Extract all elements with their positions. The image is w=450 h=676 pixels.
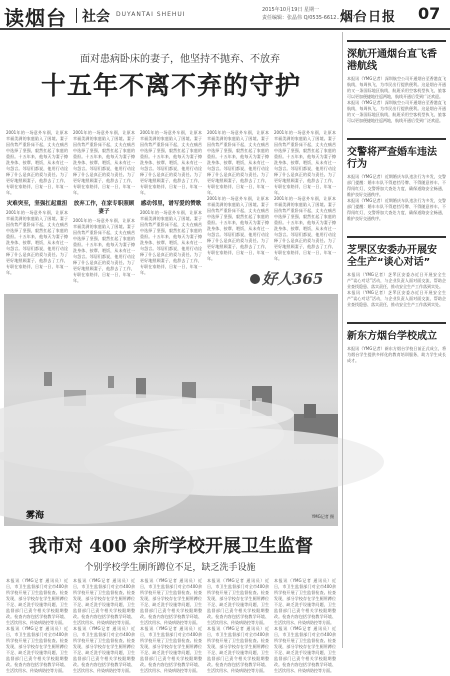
issue-date: 2015年10月19日 星期一 (262, 7, 320, 13)
article-column: 2001年的一场意外车祸，让原本幸福美满的家庭陷入了困境。妻子因伤势严重卧床不起，丈夫在痛苦中选择了坚强，毅然扛起了家庭的重担。十五年来，他每天为妻子擦洗身体、按摩、喂饭，从未有过一句怨言。邻居们都说，他用行动诠释了什么是真正的爱与责任。为了更好地照顾妻子，他辞去了工作，专职在家陪伴，日复一日，年复一年。 2001年的一场意外车祸，让原本幸福美满的家庭陷入了困境。妻子因伤势严重卧床不起，丈夫在痛苦中选择了坚强，毅然扛起了家庭的重担。十五年来，他每天为妻子擦洗身体、按摩、喂饭，从未有过一句怨言。邻居们都说，他用行动诠释了什么是真正的爱与责任。为了更好地照顾妻子，他辞去了工作，专职在家陪伴，日复一日，年复一年。 (207, 130, 269, 261)
sidebar-story-title: 芝罘区安委办开展安全生产“谈心对话” (347, 245, 437, 268)
fog-photo (4, 294, 338, 526)
lead-headline: 十五年不离不弃的守护 (40, 71, 301, 100)
article-column: 2001年的一场意外车祸，让原本幸福美满的家庭陷入了困境。妻子因伤势严重卧床不起，丈夫在痛苦中选择了坚强，毅然扛起了家庭的重担。十五年来，他每天为妻子擦洗身体、按摩、喂饭，从未有过一句怨言。邻居们都说，他用行动诠释了什么是真正的爱与责任。为了更好地照顾妻子，他辞去了工作，专职在家陪伴，日复一日，年复一年。 放弃工作，在家专职照顾妻子 2001年的一场意外车祸，让原本幸福美满的家庭陷入了困境。妻子因伤势严重卧床不起，丈夫在痛苦中选择了坚强，毅然扛起了家庭的重担。十五年来，他每天为妻子擦洗身体、按摩、喂饭，从未有过一句怨言。邻居们都说，他用行动诠释了什么是真正的爱与责任。为了更好地照顾妻子，他辞去了工作，专职在家陪伴，日复一日，年复一年。 (73, 130, 135, 283)
newspaper-logo: 烟台日报 (340, 10, 397, 25)
sidebar-story-title: 深航开通烟台直飞香港航线 (347, 49, 437, 72)
article-column: 本报讯（YMG记者 通讯员）近日，市卫生监督部门对全市400余所学校开展了卫生监督检查。检查发现，部分学校存在学生厕所蹲位不足、缺乏洗手设施等问题，卫生监督部门已责令相关学校限期整改。检查内容包括学校教学环境、生活饮用水、传染病防控等方面。 本报讯（YMG记者 通讯员）近日，市卫生监督部门对全市400余所学校开展了卫生监督检查。检查发现，部分学校存在学生厕所蹲位不足、缺乏洗手设施等问题，卫生监督部门已责令相关学校限期整改。检查内容包括学校教学环境、生活饮用水、传染病防控等方面。 (207, 578, 269, 673)
article-column: 本报讯（YMG记者 通讯员）近日，市卫生监督部门对全市400余所学校开展了卫生监督检查。检查发现，部分学校存在学生厕所蹲位不足、缺乏洗手设施等问题，卫生监督部门已责令相关学校限期整改。检查内容包括学校教学环境、生活饮用水、传染病防控等方面。 本报讯（YMG记者 通讯员）近日，市卫生监督部门对全市400余所学校开展了卫生监督检查。检查发现，部分学校存在学生厕所蹲位不足、缺乏洗手设施等问题，卫生监督部门已责令相关学校限期整改。检查内容包括学校教学环境、生活饮用水、传染病防控等方面。 (140, 578, 202, 673)
sidebar-story: 新东方烟台学校成立 本报讯（YMG记者）新东方烟台学校日前正式成立，将为烟台学生提供多样化的教育培训服务，助力学生成长成才。 (347, 322, 446, 364)
bottom-headline: 我市对 400 余所学校开展卫生监督 (28, 536, 314, 557)
masthead (0, 0, 450, 30)
sidebar-story-title: 新东方烟台学校成立 (347, 331, 437, 342)
section-pinyin: DUYANTAI SHEHUI (116, 11, 186, 18)
article-column: 2001年的一场意外车祸，让原本幸福美满的家庭陷入了困境。妻子因伤势严重卧床不起，丈夫在痛苦中选择了坚强，毅然扛起了家庭的重担。十五年来，他每天为妻子擦洗身体、按摩、喂饭，从未有过一句怨言。邻居们都说，他用行动诠释了什么是真正的爱与责任。为了更好地照顾妻子，他辞去了工作，专职在家陪伴，日复一日，年复一年。 感动邻里，谱写爱的赞歌 2001年的一场意外车祸，让原本幸福美满的家庭陷入了困境。妻子因伤势严重卧床不起，丈夫在痛苦中选择了坚强，毅然扛起了家庭的重担。十五年来，他每天为妻子擦洗身体、按摩、喂饭，从未有过一句怨言。邻居们都说，他用行动诠释了什么是真正的爱与责任。为了更好地照顾妻子，他辞去了工作，专职在家陪伴，日复一日，年复一年。 (140, 130, 202, 275)
section-subtitle: 社会 (82, 9, 110, 25)
bottom-subtitle: 个别学校学生厕所蹲位不足，缺乏洗手设施 (84, 563, 256, 573)
brand-icon (250, 274, 260, 284)
article-column: 本报讯（YMG记者 通讯员）近日，市卫生监督部门对全市400余所学校开展了卫生监督检查。检查发现，部分学校存在学生厕所蹲位不足、缺乏洗手设施等问题，卫生监督部门已责令相关学校限期整改。检查内容包括学校教学环境、生活饮用水、传染病防控等方面。 本报讯（YMG记者 通讯员）近日，市卫生监督部门对全市400余所学校开展了卫生监督检查。检查发现，部分学校存在学生厕所蹲位不足、缺乏洗手设施等问题，卫生监督部门已责令相关学校限期整改。检查内容包括学校教学环境、生活饮用水、传染病防控等方面。 (6, 578, 68, 673)
divider (76, 8, 77, 23)
sidebar-story: 芝罘区安委办开展安全生产“谈心对话” 本报讯（YMG记者）芝罘区安委办近日开展安全生产“谈心对话”活动，与企业负责人面对面交流，帮助企业查找隐患、落实责任，推动安全生产工作落到实处。 本报讯（YMG记者）芝罘区安委办近日开展安全生产“谈心对话”活动，与企业负责人面对面交流，帮助企业查找隐患、落实责任，推动安全生产工作落到实处。 (347, 236, 446, 308)
sidebar-story: 深航开通烟台直飞香港航线 本报讯（YMG记者）深圳航空公司开通烟台至香港直飞航线，每周执飞，为市民出行提供便利。这是烟台开通的又一条国际地区航线，航班采用空客机型执飞，旅客可以更加便捷地往返两地，航线开通后受到广泛欢迎。 本报讯（YMG记者）深圳航空公司开通烟台至香港直飞航线，每周执飞，为市民出行提供便利。这是烟台开通的又一条国际地区航线，航班采用空客机型执飞，旅客可以更加便捷地往返两地，航线开通后受到广泛欢迎。 (347, 40, 446, 124)
article-subhead: 灾难突至，坚强扛起重担 (6, 201, 68, 207)
article-column: 本报讯（YMG记者 通讯员）近日，市卫生监督部门对全市400余所学校开展了卫生监督检查。检查发现，部分学校存在学生厕所蹲位不足、缺乏洗手设施等问题，卫生监督部门已责令相关学校限期整改。检查内容包括学校教学环境、生活饮用水、传染病防控等方面。 本报讯（YMG记者 通讯员）近日，市卫生监督部门对全市400余所学校开展了卫生监督检查。检查发现，部分学校存在学生厕所蹲位不足、缺乏洗手设施等问题，卫生监督部门已责令相关学校限期整改。检查内容包括学校教学环境、生活饮用水、传染病防控等方面。 (73, 578, 135, 673)
lead-article (6, 130, 336, 288)
sidebar (342, 32, 450, 648)
article-column: 本报讯（YMG记者 通讯员）近日，市卫生监督部门对全市400余所学校开展了卫生监督检查。检查发现，部分学校存在学生厕所蹲位不足、缺乏洗手设施等问题，卫生监督部门已责令相关学校限期整改。检查内容包括学校教学环境、生活饮用水、传染病防控等方面。 本报讯（YMG记者 通讯员）近日，市卫生监督部门对全市400余所学校开展了卫生监督检查。检查发现，部分学校存在学生厕所蹲位不足、缺乏洗手设施等问题，卫生监督部门已责令相关学校限期整改。检查内容包括学校教学环境、生活饮用水、传染病防控等方面。 (274, 578, 336, 673)
page-number: 07 (418, 4, 441, 23)
bottom-article (6, 578, 336, 676)
main-column (0, 32, 342, 673)
section-title: 读烟台 (4, 6, 67, 30)
photo-credit: YMG记者 摄 (311, 514, 334, 519)
editor-info: 责任编辑：张晶伟 Q/0535-6612... 1697... (262, 15, 361, 21)
sidebar-story: 交警将严查婚车违法行为 本报讯（YMG记者）近期婚庆车队违法行为多发，交警部门提醒：婚车车队不得遮挡号牌、不得随意停车、不得闯红灯，交警将加大查处力度，确保道路安全畅通，维护良好交通秩序。 本报讯（YMG记者）近期婚庆车队违法行为多发，交警部门提醒：婚车车队不得遮挡号牌、不得随意停车、不得闯红灯，交警将加大查处力度，确保道路安全畅通，维护良好交通秩序。 (347, 138, 446, 222)
article-column: 2001年的一场意外车祸，让原本幸福美满的家庭陷入了困境。妻子因伤势严重卧床不起，丈夫在痛苦中选择了坚强，毅然扛起了家庭的重担。十五年来，他每天为妻子擦洗身体、按摩、喂饭，从未有过一句怨言。邻居们都说，他用行动诠释了什么是真正的爱与责任。为了更好地照顾妻子，他辞去了工作，专职在家陪伴，日复一日，年复一年。 灾难突至，坚强扛起重担 2001年的一场意外车祸，让原本幸福美满的家庭陷入了困境。妻子因伤势严重卧床不起，丈夫在痛苦中选择了坚强，毅然扛起了家庭的重担。十五年来，他每天为妻子擦洗身体、按摩、喂饭，从未有过一句怨言。邻居们都说，他用行动诠释了什么是真正的爱与责任。为了更好地照顾妻子，他辞去了工作，专职在家陪伴，日复一日，年复一年。 (6, 130, 68, 275)
photo-caption: 雾海 (26, 511, 45, 521)
column-brand-logo: 好人365 (262, 270, 324, 288)
article-subhead: 放弃工作，在家专职照顾妻子 (73, 201, 135, 215)
lead-subtitle: 面对患病卧床的妻子，他坚持不抛弃、不放弃 (80, 54, 280, 65)
fog-cityscape-image (4, 294, 338, 526)
article-column: 2001年的一场意外车祸，让原本幸福美满的家庭陷入了困境。妻子因伤势严重卧床不起，丈夫在痛苦中选择了坚强，毅然扛起了家庭的重担。十五年来，他每天为妻子擦洗身体、按摩、喂饭，从未有过一句怨言。邻居们都说，他用行动诠释了什么是真正的爱与责任。为了更好地照顾妻子，他辞去了工作，专职在家陪伴，日复一日，年复一年。 2001年的一场意外车祸，让原本幸福美满的家庭陷入了困境。妻子因伤势严重卧床不起，丈夫在痛苦中选择了坚强，毅然扛起了家庭的重担。十五年来，他每天为妻子擦洗身体、按摩、喂饭，从未有过一句怨言。邻居们都说，他用行动诠释了什么是真正的爱与责任。为了更好地照顾妻子，他辞去了工作，专职在家陪伴，日复一日，年复一年。 (274, 130, 336, 261)
sidebar-story-title: 交警将严查婚车违法行为 (347, 147, 437, 170)
article-subhead: 感动邻里，谱写爱的赞歌 (140, 201, 202, 207)
